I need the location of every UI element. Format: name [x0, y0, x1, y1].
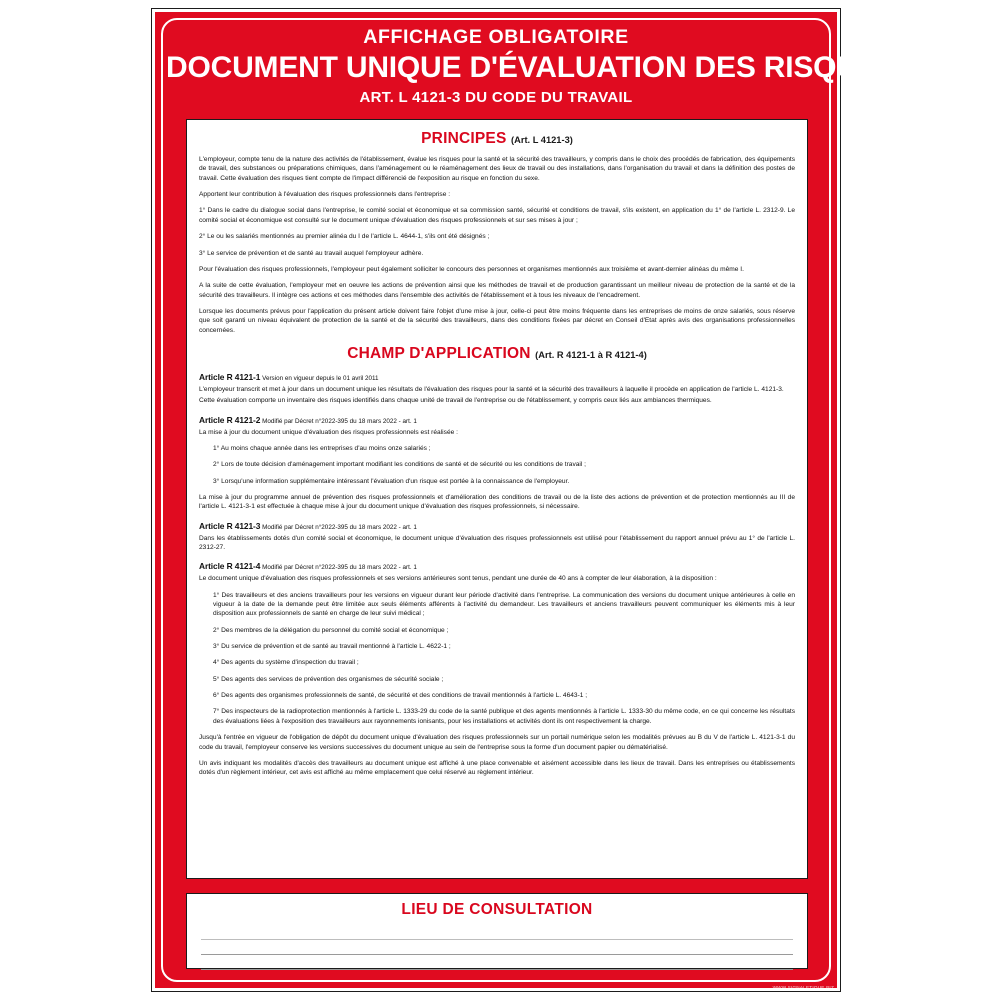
principes-paragraph: L'employeur, compte tenu de la nature des activités de l'établissement, évalue les risques pour la santé et la sécurité des travailleurs, y compris dans le choix des procédés de fabrication, des équipements de travail, des substances ou préparations chimiques, dans l'aménagement ou le réaménagement des lieux de travail ou des installations, dans l'organisation du travail et dans la définition des postes de travail. Cette évaluation des risques tient compte de l'impact différencié de l'exposition au risque en fonction du sexe. [199, 156, 795, 182]
article-list-item: 6° Des agents des organismes professionnels de santé, de sécurité et des conditions de travail mentionnés à l'article L. 4643-1 ; [213, 692, 588, 700]
poster-header [166, 25, 898, 108]
article-list-item: 1° Au moins chaque année dans les entreprises d'au moins onze salariés ; [213, 444, 431, 452]
principes-title-text: PRINCIPES [421, 130, 507, 147]
article-list-item: 3° Lorsqu'une information supplémentaire intéressant l'évaluation d'un risque est portée à la connaissance de l'employeur. [213, 477, 570, 485]
article-heading [199, 521, 795, 533]
article-name: Article R 4121-1 [199, 372, 261, 383]
consultation-panel [186, 893, 808, 969]
principes-paragraph: Pour l'évaluation des risques professionnels, l'employeur peut également solliciter le concours des personnes et organismes mentionnés aux troisième et avant-dernier alinéas du même I. [199, 265, 744, 273]
poster [151, 8, 898, 992]
consultation-write-line[interactable] [201, 925, 793, 940]
article-heading [199, 415, 795, 427]
champ-title-reference: (Art. R 4121-1 à R 4121-4) [535, 350, 647, 361]
article-paragraph: Dans les établissements dotés d'un comité social et économique, le document unique d'évaluation des risques professionnels est utilisé pour l'établissement du rapport annuel prévu au 1° de l'article L. 2312-27. [199, 534, 795, 551]
champ-title-text: CHAMP D'APPLICATION [347, 345, 531, 363]
article-paragraph: Cette évaluation comporte un inventaire des risques identifiés dans chaque unité de travail de l'entreprise ou de l'établissement, y compris ceux liés aux ambiances thermiques. [199, 397, 712, 405]
article-list-item: 2° Des membres de la délégation du personnel du comité social et économique ; [213, 626, 449, 634]
article-heading [199, 561, 795, 573]
article-paragraph: La mise à jour du document unique d'évaluation des risques professionnels est réalisée : [199, 428, 458, 436]
article-paragraph: L'employeur transcrit et met à jour dans un document unique les résultats de l'évaluation des risques pour la santé et la sécurité des travailleurs à laquelle il procède en application de l'article L. 4121-3. [199, 385, 784, 393]
article-list-item: 4° Des agents du système d'inspection du travail ; [213, 659, 359, 667]
principes-paragraph: 1° Dans le cadre du dialogue social dans l'entreprise, le comité social et économique et sa commission santé, sécurité et conditions de travail, s'ils existent, en application du 1° de l'article L. 2312-9. Le comité social et économique est consulté sur le document unique d'évaluation des risques professionnels et sur ses mises à jour ; [199, 207, 795, 224]
article-subtitle: Version en vigueur depuis le 01 avril 2011 [262, 375, 379, 383]
principes-paragraph: 2° Le ou les salariés mentionnés au premier alinéa du I de l'article L. 4644-1, s'ils ont été désignés ; [199, 233, 490, 241]
header-article-reference: ART. L 4121-3 DU CODE DU TRAVAIL [359, 89, 633, 107]
header-main-title: DOCUMENT UNIQUE D'ÉVALUATION DES RISQUES [166, 51, 898, 85]
article-subtitle: Modifié par Décret n°2022-395 du 18 mars 2022 - art. 1 [262, 417, 417, 425]
article-subtitle: Modifié par Décret n°2022-395 du 18 mars 2022 - art. 1 [262, 523, 417, 531]
article-paragraph: Le document unique d'évaluation des risques professionnels et ses versions antérieures sont tenus, pendant une durée de 40 ans à compter de leur élaboration, à la disposition : [199, 575, 717, 583]
article-subtitle: Modifié par Décret n°2022-395 du 18 mars 2022 - art. 1 [262, 564, 417, 572]
article-name: Article R 4121-4 [199, 561, 261, 572]
principes-title-reference: (Art. L 4121-3) [511, 135, 573, 145]
article-name: Article R 4121-2 [199, 414, 261, 425]
article-list-item: 3° Du service de prévention et de santé au travail mentionné à l'article L. 4622-1 ; [213, 642, 451, 650]
article-paragraph: La mise à jour du programme annuel de prévention des risques professionnels et d'amélioration des conditions de travail ou de la liste des actions de prévention et de protection mentionnés au III de l'article L. 4121-3-1 est effectuée à chaque mise à jour du document unique d'évaluation des risques professionnels, si nécessaire. [199, 493, 795, 511]
section-title-principes [199, 130, 795, 148]
content-panel [186, 119, 808, 879]
principes-paragraph: 3° Le service de prévention et de santé au travail auquel l'employeur adhère. [199, 249, 424, 257]
consultation-title: LIEU DE CONSULTATION [401, 901, 593, 918]
article-paragraph: Un avis indiquant les modalités d'accès des travailleurs au document unique est affiché à une place convenable et aisément accessible dans les lieux de travail. Dans les entreprises ou établissements dotés d'un règlement intérieur, cet avis est affiché au même emplacement que celui réservé au règlement intérieur. [199, 759, 795, 777]
header-affichage-obligatoire: AFFICHAGE OBLIGATOIRE [363, 26, 629, 48]
article-paragraph: Jusqu'à l'entrée en vigueur de l'obligation de dépôt du document unique d'évaluation des risques professionnels sur un portail numérique selon les modalités prévues au B du V de l'article L. 4121-3-1 du code du travail, l'employeur conserve les versions successives du document unique au sein de l'entreprise sous la forme d'un document papier ou dématérialisé. [199, 734, 795, 751]
article-heading [199, 372, 795, 384]
section-title-champ-application [199, 345, 795, 363]
consultation-write-line[interactable] [201, 940, 793, 955]
article-list-item: 2° Lors de toute décision d'aménagement important modifiant les conditions de santé et de sécurité ou les conditions de travail ; [213, 461, 586, 469]
footer-watermark: WWW.SIGNALETIQUE.BIZ [772, 985, 834, 990]
principes-paragraph: A la suite de cette évaluation, l'employeur met en oeuvre les actions de prévention ainsi que les méthodes de travail et de production garantissant un meilleur niveau de protection de la santé et de la sécurité des travailleurs. Il intègre ces actions et ces méthodes dans l'ensemble des activités de l'établissement et à tous les niveaux de l'encadrement. [199, 282, 795, 299]
article-name: Article R 4121-3 [199, 520, 261, 531]
principes-paragraph: Apportent leur contribution à l'évaluation des risques professionnels dans l'entreprise : [199, 191, 451, 199]
principes-paragraph: Lorsque les documents prévus pour l'application du présent article doivent faire l'objet d'une mise à jour, celle-ci peut être moins fréquente dans les entreprises de moins de onze salariés, sous réserve que soit garanti un niveau équivalent de protection de la santé et de la sécurité des travailleurs, dans des conditions fixées par décret en Conseil d'Etat après avis des organisations professionnelles concernées. [199, 307, 795, 334]
article-list-item: 5° Des agents des services de prévention des organismes de sécurité sociale ; [213, 675, 444, 683]
consultation-write-line[interactable] [201, 955, 793, 970]
article-list-item: 1° Des travailleurs et des anciens travailleurs pour les versions en vigueur durant leur période d'activité dans l'entreprise. La communication des versions du document unique antérieures à celle en vigueur à la date de la demande peut être limitée aux seuls éléments afférents à l'activité du demandeur. Les travailleurs et anciens travailleurs peuvent communiquer les éléments mis à leur disposition aux professionnels de santé en charge de leur suivi médical ; [213, 591, 795, 618]
article-list-item: 7° Des inspecteurs de la radioprotection mentionnés à l'article L. 1333-29 du code de la santé publique et des agents mentionnés à l'article L. 1333-30 du même code, en ce qui concerne les résultats des évaluations liées à l'exposition des travailleurs aux rayonnements ionisants, pour les installations et activités dont ils ont respectivement la charge. [213, 708, 795, 725]
